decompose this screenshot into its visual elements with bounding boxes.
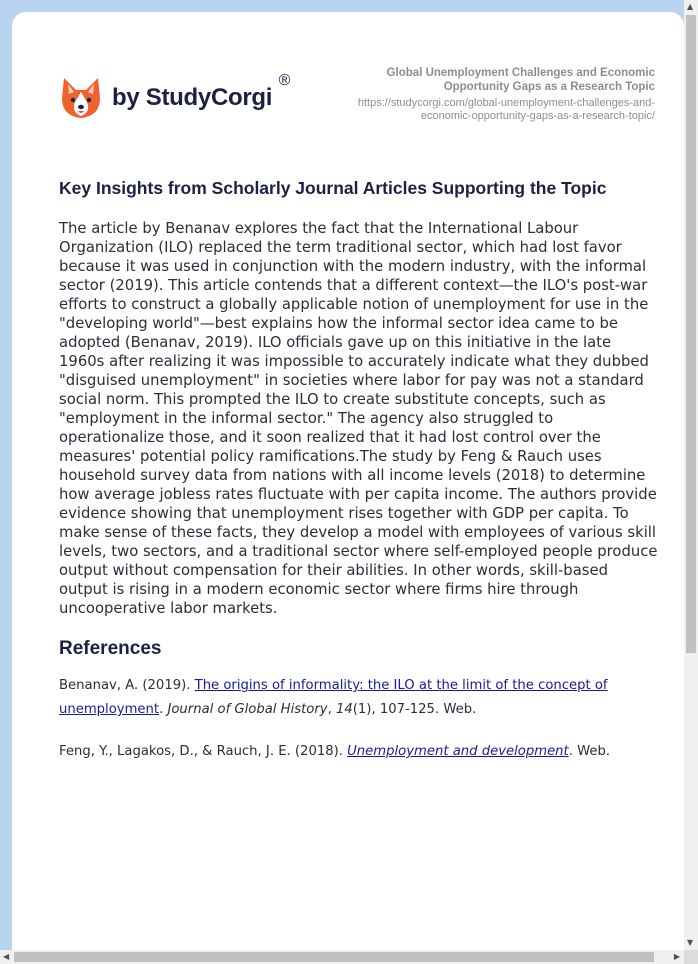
document-url[interactable]: https://studycorgi.com/global-unemployment-challenges-and-economic-opportunity-gaps-as-a-research-topic/ (357, 97, 655, 122)
vertical-scrollbar[interactable] (684, 0, 698, 950)
scroll-left-arrow-icon[interactable]: ◀ (3, 952, 10, 961)
horizontal-scrollbar[interactable] (0, 950, 698, 964)
document-title: Global Unemployment Challenges and Economic Opportunity Gaps as a Research Topic (386, 67, 655, 93)
scrollbar-corner (684, 950, 698, 964)
vertical-scroll-thumb[interactable] (686, 15, 696, 653)
corgi-logo-icon (60, 76, 102, 120)
reference-comma: , (327, 702, 336, 717)
reference-volume: 14 (335, 702, 353, 717)
reference-separator: . (159, 702, 168, 717)
scroll-up-arrow-icon[interactable]: ▲ (687, 2, 694, 11)
reference-details: (1), 107-125. Web. (352, 702, 477, 717)
horizontal-scroll-thumb[interactable] (14, 952, 654, 962)
studycorgi-logo[interactable] (60, 72, 291, 120)
reference-link[interactable]: Unemployment and development (347, 744, 569, 759)
section-heading: Key Insights from Scholarly Journal Articles Supporting the Topic (59, 178, 607, 198)
reference-journal: Journal of Global History (167, 702, 328, 717)
scroll-right-arrow-icon[interactable]: ▶ (673, 952, 680, 961)
document-page (12, 12, 684, 952)
reference-authors: Benanav, A. (2019). (59, 678, 195, 693)
registered-mark: ® (278, 72, 291, 89)
reference-link[interactable]: The origins of informality: the ILO at the limit of the concept of unemployment (59, 678, 608, 717)
reference-item (59, 740, 649, 764)
reference-details: . Web. (568, 744, 611, 759)
brand-name: by StudyCorgi ® (112, 72, 291, 111)
scroll-down-arrow-icon[interactable]: ▼ (687, 938, 694, 947)
section-paragraph: The article by Benanav explores the fact that the International Labour Organization (ILO) replaced the term traditional sector, which had lost favor because it was used in conjunction with the modern industry, with the informal sector (2019). This article contends that a different context—the ILO's post-war efforts to construct a globally applicable notion of unemployment for use in the "developing world"—best explains how the informal sector idea came to be adopted (Benanav, 2019). ILO officials gave up on this initiative in the late 1960s after realizing it was impossible to accurately indicate what they dubbed "disguised unemployment" in societies where labor for pay was not a standard social norm. This prompted the ILO to create substitute concepts, such as "employment in the informal sector." The agency also struggled to operationalize those, and it soon realized that it had lost control over the measures' potential policy ramifications.The study by Feng & Rauch uses household survey data from nations with all income levels (2018) to determine how average jobless rates fluctuate with per capita income. The authors provide evidence showing that unemployment rises together with GDP per capita. To make sense of these facts, they develop a model with employees of various skill levels, two sectors, and a traditional sector where self-employed people produce output without compensation for their abilities. In other words, skill-based output is rising in a modern economic sector where firms hire through uncooperative labor markets. (59, 220, 658, 617)
reference-item (59, 674, 649, 722)
references-title: References (59, 638, 162, 659)
document-meta (325, 66, 655, 123)
reference-authors: Feng, Y., Lagakos, D., & Rauch, J. E. (2018). (59, 744, 348, 759)
